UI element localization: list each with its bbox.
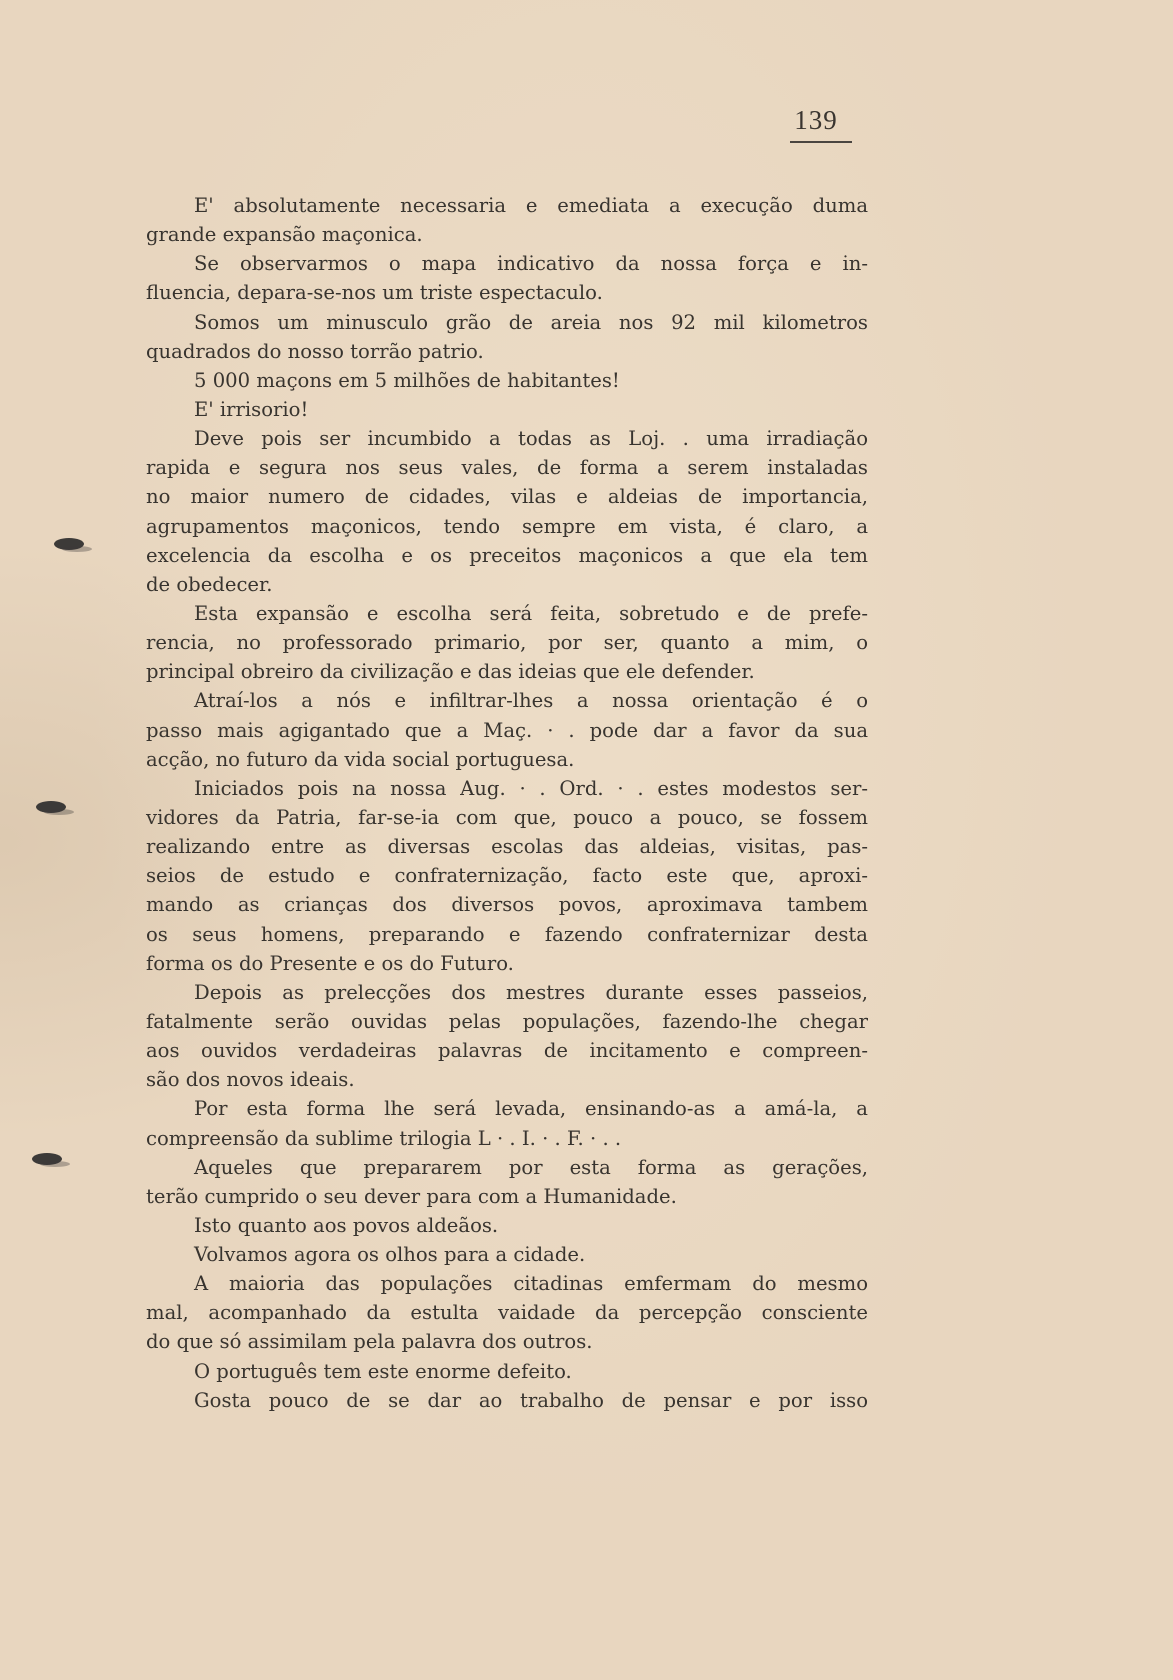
text-line: Volvamos agora os olhos para a cidade. <box>194 1243 586 1267</box>
binding-hole <box>54 538 84 550</box>
text-line: rapida e segura nos seus vales, de forma a serem instaladas <box>146 456 868 480</box>
text-line: excelencia da escolha e os preceitos maçonicos a que ela tem <box>146 543 868 567</box>
binding-hole <box>36 801 66 813</box>
text-line: passo mais agigantado que a Maç. · . pode dar a favor da sua <box>146 718 868 742</box>
text-line: Deve pois ser incumbido a todas as Loj. . uma irradiação <box>194 427 868 451</box>
text-line: Esta expansão e escolha será feita, sobretudo e de prefe- <box>194 601 868 625</box>
text-line: vidores da Patria, far-se-ia com que, pouco a pouco, se fossem <box>146 805 868 829</box>
text-line: fatalmente serão ouvidas pelas populações, fazendo-lhe chegar <box>146 1009 868 1033</box>
body-text <box>146 191 868 1415</box>
text-line: compreensão da sublime trilogia L · . I. · . F. · . . <box>146 1126 622 1150</box>
text-line: Aqueles que prepararem por esta forma as gerações, <box>194 1155 868 1179</box>
text-line: terão cumprido o seu dever para com a Humanidade. <box>146 1184 677 1208</box>
text-line: do que só assimilam pela palavra dos outros. <box>146 1330 593 1354</box>
text-line: A maioria das populações citadinas emfermam do mesmo <box>194 1272 868 1296</box>
page-number-rule <box>790 141 852 143</box>
text-line: Por esta forma lhe será levada, ensinando-as a amá-la, a <box>194 1097 868 1121</box>
text-line: E' absolutamente necessaria e emediata a execução duma <box>194 194 868 217</box>
text-line: quadrados do nosso torrão patrio. <box>146 339 484 363</box>
text-line: acção, no futuro da vida social portuguesa. <box>146 747 575 771</box>
text-line: rencia, no professorado primario, por ser, quanto a mim, o <box>146 631 868 655</box>
text-line: principal obreiro da civilização e das ideias que ele defender. <box>146 660 755 684</box>
text-line: no maior numero de cidades, vilas e aldeias de importancia, <box>146 485 868 509</box>
text-line: Se observarmos o mapa indicativo da nossa força e in- <box>194 252 868 276</box>
text-line: Gosta pouco de se dar ao trabalho de pensar e por isso <box>194 1388 868 1412</box>
text-line: grande expansão maçonica. <box>146 223 423 247</box>
page-number: 139 <box>794 105 838 135</box>
text-line: agrupamentos maçonicos, tendo sempre em vista, é claro, a <box>146 514 868 538</box>
text-line: Isto quanto aos povos aldeãos. <box>194 1213 499 1237</box>
text-line: Depois as prelecções dos mestres durante esses passeios, <box>194 980 868 1004</box>
text-line: E' irrisorio! <box>194 397 309 421</box>
text-line: realizando entre as diversas escolas das aldeias, visitas, pas- <box>146 835 868 859</box>
text-line: Somos um minusculo grão de areia nos 92 mil kilometros <box>194 310 868 334</box>
binding-hole <box>32 1153 62 1165</box>
text-line: aos ouvidos verdadeiras palavras de incitamento e compreen- <box>146 1039 868 1063</box>
text-line: Iniciados pois na nossa Aug. · . Ord. · . estes modestos ser- <box>194 776 868 800</box>
text-line: mal, acompanhado da estulta vaidade da percepção consciente <box>146 1301 868 1325</box>
text-line: 5 000 maçons em 5 milhões de habitantes! <box>194 368 620 392</box>
text-line: fluencia, depara-se-nos um triste espectaculo. <box>146 281 603 305</box>
text-line: mando as crianças dos diversos povos, aproximava tambem <box>146 893 868 917</box>
text-line: de obedecer. <box>146 572 273 596</box>
text-line: os seus homens, preparando e fazendo confraternizar desta <box>146 922 868 946</box>
text-line: O português tem este enorme defeito. <box>194 1359 572 1383</box>
text-line: forma os do Presente e os do Futuro. <box>146 951 514 975</box>
text-line: Atraí-los a nós e infiltrar-lhes a nossa orientação é o <box>194 689 868 713</box>
text-line: seios de estudo e confraternização, facto este que, aproxi- <box>146 864 868 888</box>
text-line: são dos novos ideais. <box>146 1068 355 1092</box>
